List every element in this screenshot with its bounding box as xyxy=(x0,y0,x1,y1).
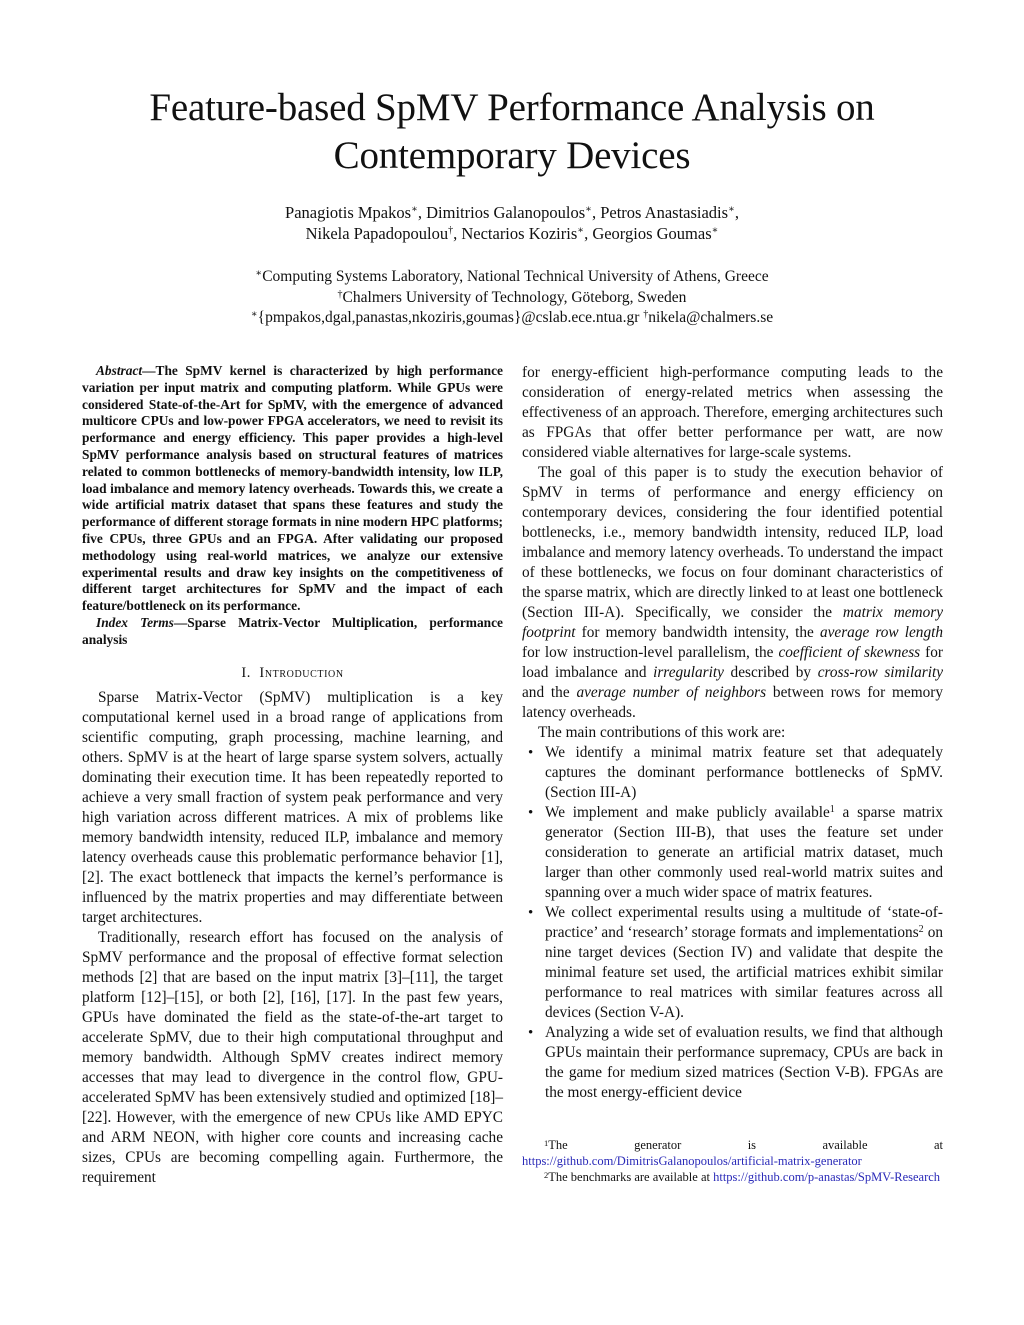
intro-paragraph: Traditionally, research effort has focused on the analysis of SpMV performance and the proposal of effective format selection methods [2] that are based on the input matrix [3]–[11], the target platform [12]–[15], or both [2], [16], [17]. In the past few years, GPUs have dominated the field as the state-of-the-art target to accelerate SpMV, due to their high computational throughput and memory bandwidth. Although SpMV creates indirect memory accesses that may lead to divergence in the control flow, GPU-accelerated SpMV has been extensively studied and optimized [18]–[22]. However, with the emergence of new CPUs like AMD EPYC and ARM NEON, with higher core counts and increasing cache sizes, CPUs are becoming compelling again. Furthermore, the requirement xyxy=(82,928,503,1186)
right-column xyxy=(522,363,943,1103)
affiliation: ∗Computing Systems Laboratory, National Technical University of Athens, Greece xyxy=(255,268,769,285)
index-terms-label: Index Terms xyxy=(96,614,174,630)
index-terms: Index Terms—Sparse Matrix-Vector Multiplication, performance analysis xyxy=(82,614,503,647)
benchmarks-link[interactable]: https://github.com/p-anastas/SpMV-Research xyxy=(713,1170,941,1184)
footnote: $^2$The benchmarks are available at https://github.com/p-anastas/SpMV-Research xyxy=(544,1170,941,1184)
author-list: Panagiotis Mpakos∗, Dimitrios Galanopoulos∗, Petros Anastasiadis∗, Nikela Papadopoulou†, Nectarios Koziris∗, Georgios Goumas∗ xyxy=(285,203,739,243)
author: Nectarios Koziris∗ xyxy=(461,224,585,243)
list-item: • We identify a minimal matrix feature set that adequately captures the dominant performance bottlenecks of SpMV. (Section III-A) xyxy=(528,744,943,801)
list-item: • Analyzing a wide set of evaluation results, we find that although GPUs maintain their performance supremacy, CPUs are back in the game for medium sized matrices (Section V-B). FPGAs are the most energy-efficient device xyxy=(528,1024,943,1101)
author: Georgios Goumas∗ xyxy=(592,224,719,243)
section-heading-introduction: I. Introduction xyxy=(241,664,344,681)
contributions-intro: The main contributions of this work are: xyxy=(538,724,786,741)
paper-title xyxy=(80,84,944,180)
list-item: • We implement and make publicly available$^1$ a sparse matrix generator (Section III-B), that uses the feature set under consideration to generate an artificial matrix dataset, much larger than other commonly used real-world matrix suites and spanning over a much wider space of matrix features. xyxy=(528,804,943,901)
abstract-label: Abstract xyxy=(96,363,143,378)
footnote: $^1$The generator is available at https://github.com/DimitrisGalanopoulos/artificial-matrix-generator xyxy=(522,1138,943,1168)
bullet-icon: • xyxy=(528,1025,534,1041)
generator-link[interactable]: https://github.com/DimitrisGalanopoulos/artificial-matrix-generator xyxy=(522,1154,862,1168)
bullet-icon: • xyxy=(528,905,534,921)
author: Petros Anastasiadis∗ xyxy=(600,203,735,222)
abstract: Abstract—The SpMV kernel is characterized by high performance variation per input matrix and computing platform. While GPUs were considered State-of-the-Art for SpMV, with the emergence of advanced multicore CPUs and low-power FPGA accelerators, we need to revisit its performance and energy efficiency. This paper provides a high-level SpMV performance analysis based on structural features of matrices related to common bottlenecks of memory-bandwidth intensity, low ILP, load imbalance and memory latency overheads. Towards this, we create a wide artificial matrix dataset that spans these features and study the performance of different storage formats in nine modern HPC platforms; five CPUs, three GPUs and an FPGA. After validating our proposed methodology using real-world matrices, we analyze our extensive experimental results and draw key insights on the competitiveness of different target architectures for SpMV and the impact of each feature/bottleneck on its performance. xyxy=(82,363,503,614)
title-line-1: Feature-based SpMV Performance Analysis on xyxy=(149,86,875,129)
author: Panagiotis Mpakos∗ xyxy=(285,203,418,222)
title-line-2: Contemporary Devices xyxy=(333,134,691,177)
author: Nikela Papadopoulou† xyxy=(305,224,454,243)
author: Dimitrios Galanopoulos∗ xyxy=(426,203,592,222)
affiliation: †Chalmers University of Technology, Göteborg, Sweden xyxy=(337,288,687,306)
email-line: ∗{pmpakos,dgal,panastas,nkoziris,goumas}@cslab.ece.ntua.gr †nikela@chalmers.se xyxy=(250,309,774,326)
contributions-list xyxy=(522,743,943,1103)
email-group: {pmpakos,dgal,panastas,nkoziris,goumas}@cslab.ece.ntua.gr xyxy=(257,309,640,326)
footnote-ref[interactable]: 1 xyxy=(829,804,835,815)
email-single: nikela@chalmers.se xyxy=(648,309,774,326)
footnotes xyxy=(522,1137,943,1185)
footnote-ref[interactable]: 2 xyxy=(918,924,924,935)
goal-paragraph: The goal of this paper is to study the execution behavior of SpMV in terms of performance and energy efficiency on contemporary devices, considering the four identified potential bottlenecks, i.e., memory bandwidth intensity, reduced ILP, load imbalance and memory latency overheads. To understand the impact of these bottlenecks, we focus on four dominant characteristics of the sparse matrix, which are directly linked to at least one bottleneck (Section III-A). Specifically, we consider the matrix memory footprint for memory bandwidth intensity, the average row length for low instruction-level parallelism, the coefficient of skewness for load imbalance and irregularity described by cross-row similarity and the average number of neighbors between rows for memory latency overheads. xyxy=(522,464,943,721)
abstract-text: The SpMV kernel is characterized by high performance variation per input matrix and computing platform. While GPUs were considered State-of-the-Art for SpMV, with the emergence of advanced multicore CPUs and low-power FPGA accelerators, we need to revisit its performance and energy efficiency. This paper provides a high-level SpMV performance analysis based on structural features of matrices related to common bottlenecks of memory-bandwidth intensity, low ILP, load imbalance and memory latency overheads. Towards this, we create a wide artificial matrix dataset that spans these features and study the performance of different storage formats in nine modern HPC platforms; five CPUs, three GPUs and an FPGA. After validating our proposed methodology using real-world matrices, we analyze our extensive experimental results and draw key insights on the competitiveness of different target architectures for SpMV and the impact of each feature/bottleneck on its performance. xyxy=(82,363,503,614)
affiliations xyxy=(80,267,944,329)
index-terms-text: Sparse Matrix-Vector Multiplication, performance analysis xyxy=(82,614,503,647)
list-item: • We collect experimental results using a multitude of ‘state-of-practice’ and ‘research’ storage formats and implementations$^2$ on nine target devices (Section IV) and validate that despite the minimal feature set used, the artificial matrices exhibit similar performance to real matrices with similar features across all devices (Section V-A). xyxy=(528,904,943,1021)
continuation-paragraph: for energy-efficient high-performance computing leads to the consideration of energy-related metrics when assessing the effectiveness of an approach. Therefore, emerging architectures such as FPGAs that offer better performance per watt, are now considered viable alternatives for large-scale systems. xyxy=(522,364,943,461)
intro-paragraph: Sparse Matrix-Vector (SpMV) multiplication is a key computational kernel used in a broad range of applications from scientific computing, graph processing, machine learning, and others. SpMV is at the heart of large sparse system solvers, actually dominating their execution time. It has been repeatedly reported to achieve a very small fraction of system peak performance and very high variation across different matrices. A mix of problems like memory bandwidth intensity, reduced ILP, imbalance and memory latency overheads cause this problematic performance behavior [1], [2]. The exact bottleneck that impacts the kernel’s performance is influenced by the matrix properties and may differentiate between target architectures. xyxy=(82,688,503,926)
bullet-icon: • xyxy=(528,805,534,821)
left-column xyxy=(82,363,503,1188)
bullet-icon: • xyxy=(528,745,534,761)
